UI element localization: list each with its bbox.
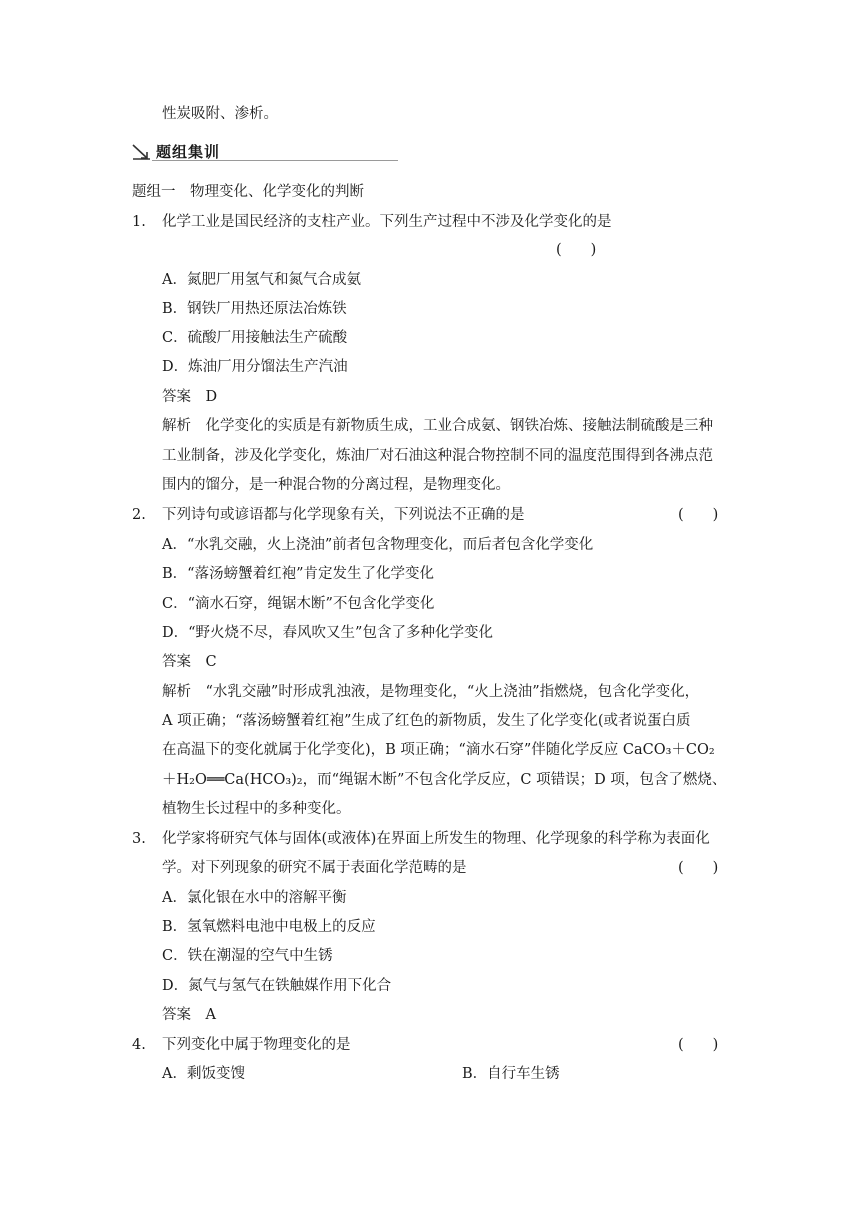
analysis-line: 围内的馏分，是一种混合物的分离过程，是物理变化。	[162, 477, 510, 493]
answer-parentheses: ( )	[678, 507, 719, 523]
arrow-corner-icon	[130, 142, 152, 162]
option-b: B．自行车生锈	[462, 1066, 560, 1082]
intro-tail-text: 性炭吸附、渗析。	[162, 106, 278, 122]
option-a: A．氮肥厂用氢气和氮气合成氨	[162, 272, 361, 288]
option-d: D．炼油厂用分馏法生产汽油	[162, 359, 348, 375]
analysis-line: 植物生长过程中的多种变化。	[162, 801, 351, 817]
option-d: D．“野火烧不尽，春风吹又生”包含了多种化学变化	[162, 625, 493, 641]
question-number: 3.	[132, 831, 146, 847]
option-b: B．“落汤螃蟹着红袍”肯定发生了化学变化	[162, 566, 434, 582]
option-d: D．氮气与氢气在铁触媒作用下化合	[162, 978, 392, 994]
option-c: C．铁在潮湿的空气中生锈	[162, 948, 333, 964]
question-stem: 学。对下列现象的研究不属于表面化学范畴的是	[162, 860, 467, 876]
option-b: B．氢氧燃料电池中电极上的反应	[162, 919, 376, 935]
option-c: C．硫酸厂用接触法生产硫酸	[162, 330, 348, 346]
analysis-line: 解析 “水乳交融”时形成乳浊液，是物理变化，“火上浇油”指燃烧，包含化学变化，	[162, 684, 700, 700]
question-number: 1.	[132, 214, 146, 230]
answer-parentheses: ( )	[556, 242, 597, 258]
option-a: A．剩饭变馊	[162, 1066, 245, 1082]
option-a: A．氯化银在水中的溶解平衡	[162, 890, 347, 906]
analysis-line: 在高温下的变化就属于化学变化)，B 项正确；“滴水石穿”伴随化学反应 CaCO₃＋CO₂	[162, 742, 715, 758]
question-stem: 化学工业是国民经济的支柱产业。下列生产过程中不涉及化学变化的是	[162, 214, 612, 230]
question-stem: 下列诗句或谚语都与化学现象有关，下列说法不正确的是	[162, 507, 525, 523]
group-title: 题组一 物理变化、化学变化的判断	[132, 184, 364, 200]
answer-parentheses: ( )	[678, 1037, 719, 1053]
question-stem: 化学家将研究气体与固体(或液体)在界面上所发生的物理、化学现象的科学称为表面化	[162, 831, 710, 847]
option-a: A．“水乳交融，火上浇油”前者包含物理变化，而后者包含化学变化	[162, 537, 594, 553]
analysis-line: 工业制备，涉及化学变化，炼油厂对石油这种混合物控制不同的温度范围得到各沸点范	[162, 448, 713, 464]
answer-line: 答案 A	[162, 1007, 216, 1023]
analysis-line: ＋H₂O══Ca(HCO₃)₂，而“绳锯木断”不包含化学反应，C 项错误；D 项，包含了燃烧、	[162, 772, 727, 788]
option-b: B．钢铁厂用热还原法冶炼铁	[162, 301, 347, 317]
answer-line: 答案 D	[162, 389, 218, 405]
question-number: 4.	[132, 1037, 146, 1053]
answer-parentheses: ( )	[678, 860, 719, 876]
answer-line: 答案 C	[162, 654, 217, 670]
section-rule	[152, 160, 398, 161]
section-header	[130, 140, 270, 164]
analysis-line: 解析 化学变化的实质是有新物质生成，工业合成氨、钢铁冶炼、接触法制硫酸是三种	[162, 418, 713, 434]
analysis-line: A 项正确；“落汤螃蟹着红袍”生成了红色的新物质，发生了化学变化(或者说蛋白质	[162, 713, 691, 729]
question-stem: 下列变化中属于物理变化的是	[162, 1037, 351, 1053]
question-number: 2.	[132, 507, 146, 523]
section-title: 题组集训	[156, 143, 221, 161]
option-c: C．“滴水石穿，绳锯木断”不包含化学变化	[162, 596, 435, 612]
